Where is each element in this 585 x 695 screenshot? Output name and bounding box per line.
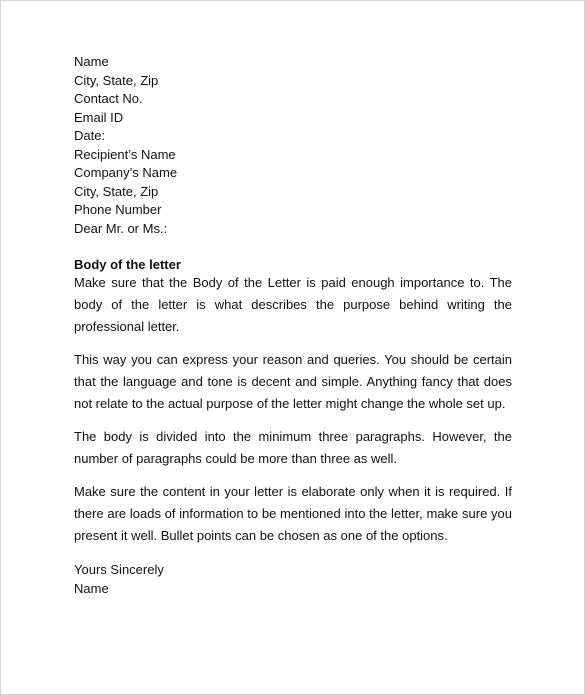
sender-contact: Contact No. xyxy=(74,91,143,106)
letter-closing xyxy=(74,561,512,598)
recipient-phone: Phone Number xyxy=(74,202,162,217)
letter-header xyxy=(74,53,512,238)
body-paragraph-1: Make sure that the Body of the Letter is paid enough importance to. The body of the letter is what describes the purpose behind writing the professional letter. xyxy=(74,275,512,334)
recipient-name: Recipient’s Name xyxy=(74,146,176,162)
letter-content xyxy=(74,53,512,598)
sender-email: Email ID xyxy=(74,109,124,125)
sender-name: Name xyxy=(74,54,109,69)
greeting: Dear Mr. or Ms.: xyxy=(74,220,168,236)
sender-city-state-zip: City, State, Zip xyxy=(74,72,159,88)
body-paragraph-4: Make sure the content in your letter is elaborate only when it is required. If there are loads of information to be mentioned into the letter, make sure you present it well. Bullet points can be chosen as one of the options. xyxy=(74,484,512,543)
body-paragraph-3: The body is divided into the minimum three paragraphs. However, the number of paragraphs could be more than three as well. xyxy=(74,429,512,466)
body-paragraph-2: This way you can express your reason and queries. You should be certain that the language and tone is decent and simple. Anything fancy that does not relate to the actual purpose of the letter might change the whole set up. xyxy=(74,352,512,411)
closing-salutation: Yours Sincerely xyxy=(74,562,164,577)
recipient-company: Company’s Name xyxy=(74,165,178,180)
body-title: Body of the letter xyxy=(74,257,181,272)
closing-name: Name xyxy=(74,580,109,596)
letter-date: Date: xyxy=(74,128,106,143)
recipient-city-state-zip: City, State, Zip xyxy=(74,183,159,199)
